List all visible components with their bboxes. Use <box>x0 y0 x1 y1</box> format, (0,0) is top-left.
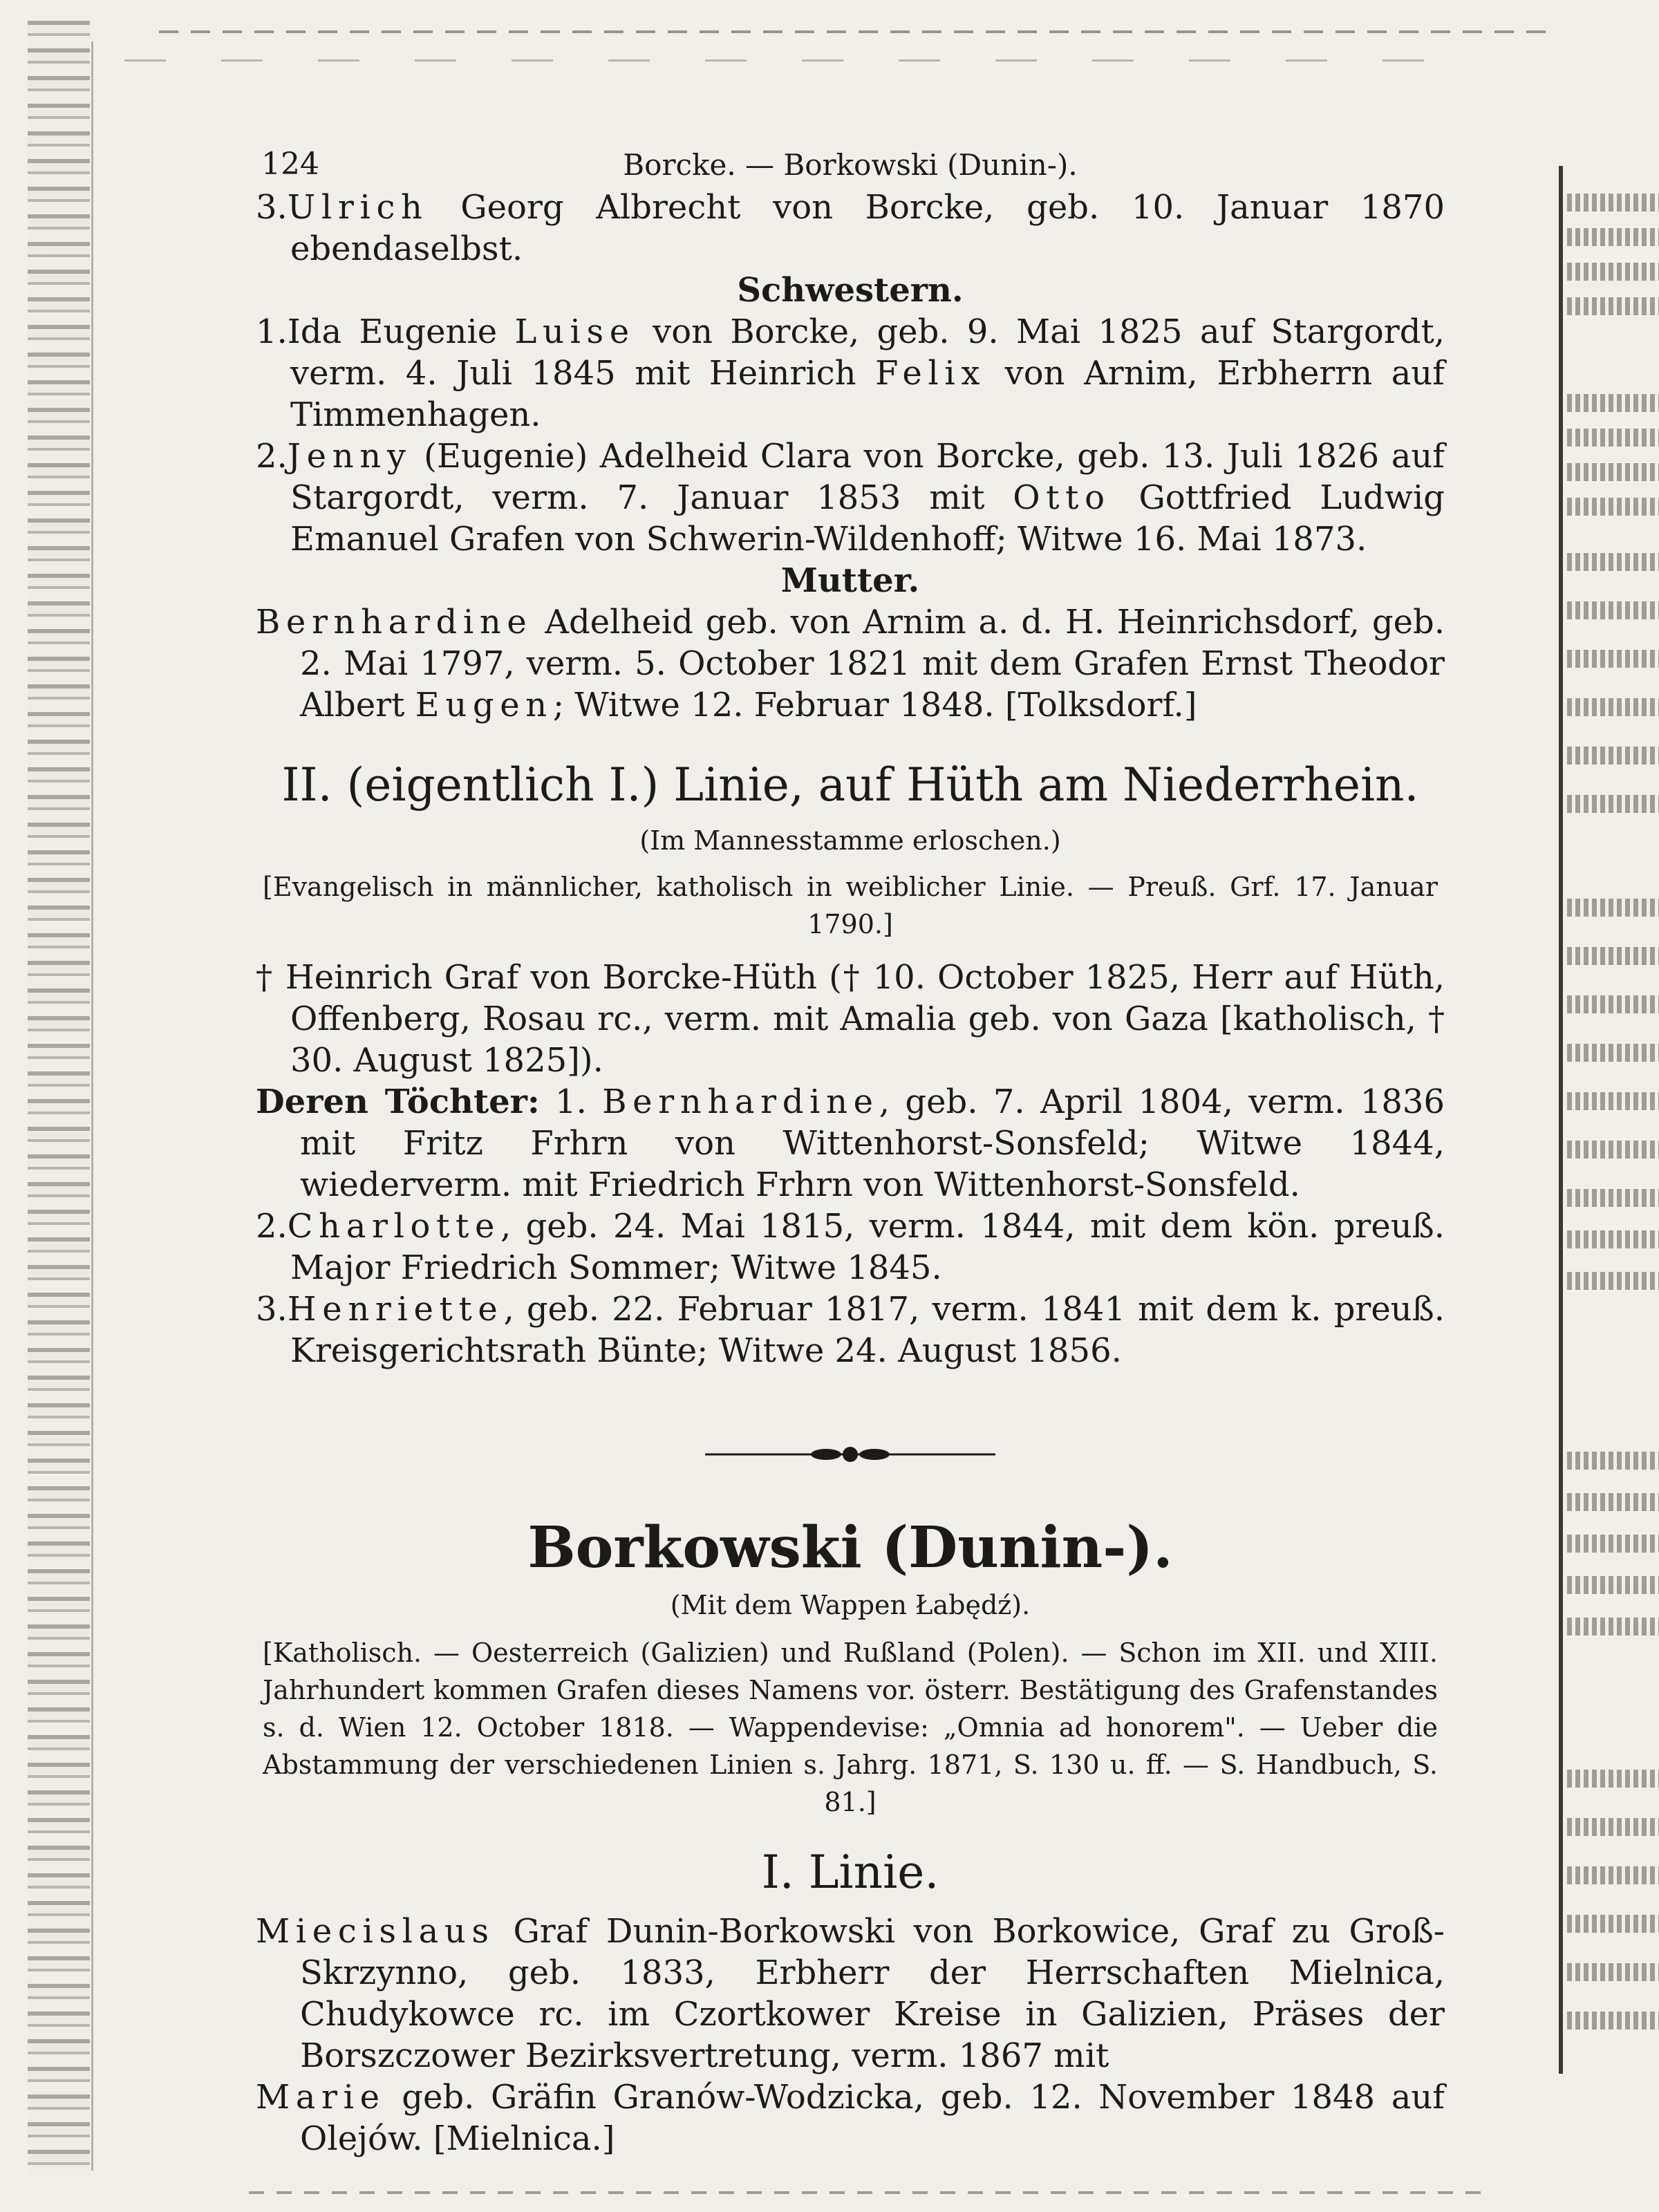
scan-binding-edge <box>28 21 90 2177</box>
bleed-fragment <box>1567 947 1659 965</box>
bleed-fragment <box>1567 194 1659 212</box>
bleed-fragment <box>1567 297 1659 315</box>
given-name: Luise <box>514 312 635 351</box>
arms-note: (Mit dem Wappen Łabędź). <box>670 1590 1031 1620</box>
sister-entry-2 <box>256 435 1445 560</box>
line-heading: II. (eigentlich I.) Linie, auf Hüth am Niederrhein. <box>281 758 1419 812</box>
sisters-heading: Schwestern. <box>737 271 964 310</box>
wife-entry <box>256 2077 1445 2159</box>
bleed-fragment <box>1567 747 1659 765</box>
scan-page-fold <box>91 41 93 2171</box>
given-name: Miecislaus <box>256 1912 495 1951</box>
bleed-fragment <box>1567 899 1659 917</box>
entry-number: 2. <box>256 437 288 476</box>
bleed-fragment <box>1567 1576 1659 1594</box>
entry-text: Gottfried Ludwig Emanuel Grafen von Schwerin-Wildenhoff; Witwe 16. Mai 1873. <box>290 478 1445 559</box>
bleed-fragment <box>1567 2012 1659 2030</box>
bleed-fragment <box>1567 1044 1659 1062</box>
spouse-name: Eugen <box>415 686 553 724</box>
given-name: Bernhardine <box>602 1082 879 1121</box>
given-name: Charlotte <box>287 1207 500 1246</box>
given-name: Bernhardine <box>256 603 533 641</box>
bleed-fragment <box>1567 1230 1659 1248</box>
bleed-fragment <box>1567 1963 1659 1981</box>
bleed-fragment <box>1567 429 1659 447</box>
spouse-name: Felix <box>875 354 986 393</box>
head-entry: † Heinrich Graf von Borcke-Hüth († 10. October 1825, Herr auf Hüth, Offenberg, Rosau rc., verm. mit Amalia geb. von Gaza [katholisch, † 30. August 1825]). <box>256 958 1445 1080</box>
given-name: Marie <box>256 2078 386 2117</box>
entry-number: 3. <box>256 1290 288 1329</box>
entry-text: ; Witwe 12. Februar 1848. [Tolksdorf.] <box>552 686 1197 724</box>
bleed-fragment <box>1567 498 1659 516</box>
entry-number: 1. <box>256 312 288 351</box>
entry-text: von Arnim, Erbherrn auf Timmenhagen. <box>290 354 1445 434</box>
bleed-fragment <box>1567 553 1659 571</box>
bleed-fragment <box>1567 1866 1659 1884</box>
adjacent-page-rule <box>1559 166 1563 2074</box>
bleed-fragment <box>1567 1915 1659 1933</box>
son-entry-3 <box>256 187 1445 270</box>
mother-entry <box>256 601 1445 726</box>
page-number: 124 <box>261 147 319 182</box>
bleed-fragment <box>1567 601 1659 619</box>
given-name: Jenny <box>287 437 412 476</box>
entry-text: , geb. 24. Mai 1815, verm. 1844, mit dem kön. preuß. Major Friedrich Sommer; Witwe 1845. <box>290 1207 1445 1287</box>
scan-bottom-artifact <box>249 2191 1493 2194</box>
bleed-fragment <box>1567 650 1659 668</box>
entry-number: 3. <box>256 188 288 227</box>
scan-top-artifact-2 <box>124 59 1479 62</box>
entry-text: von Borcke, geb. 9. Mai 1825 auf Stargordt, verm. 4. Juli 1845 mit Heinrich <box>290 312 1445 393</box>
page-header <box>256 138 1445 187</box>
entry-text: geb. Gräfin Granów-Wodzicka, geb. 12. November 1848 auf Olejów. [Mielnica.] <box>300 2078 1445 2158</box>
adjacent-page-bleed <box>1559 166 1659 2212</box>
entry-text: , geb. 22. Februar 1817, verm. 1841 mit dem k. preuß. Kreisgerichtsrath Bünte; Witwe 24. August 1856. <box>290 1290 1445 1370</box>
bleed-fragment <box>1567 1141 1659 1159</box>
daughter-entry-2 <box>256 1206 1445 1288</box>
bleed-fragment <box>1567 698 1659 716</box>
book-page <box>256 138 1445 2159</box>
bleed-fragment <box>1567 1535 1659 1553</box>
bleed-fragment <box>1567 263 1659 281</box>
bleed-fragment <box>1567 1092 1659 1110</box>
extinct-note: (Im Mannesstamme erloschen.) <box>639 825 1061 856</box>
family-note: [Katholisch. — Oesterreich (Galizien) und Rußland (Polen). — Schon im XII. und XIII. Jahrhundert kommen Grafen dieses Namens vor. österr. Bestätigung des Grafenstandes s. d. Wien 12. October 1818. — Wappendevise: „Omnia ad honorem". — Ueber die Abstammung der verschiedenen Linien s. Jahrg. 1871, S. 130 u. ff. — S. Handbuch, S. 81.] <box>263 1638 1438 1817</box>
bleed-fragment <box>1567 228 1659 246</box>
spouse-name: Otto <box>1013 478 1111 517</box>
daughters-label: Deren Töchter: <box>256 1082 540 1121</box>
bleed-fragment <box>1567 995 1659 1013</box>
given-name: Ulrich <box>287 188 429 227</box>
bleed-fragment <box>1567 463 1659 481</box>
entry-text: Ida Eugenie <box>287 312 515 351</box>
daughter-entry-3 <box>256 1288 1445 1371</box>
entry-number: 1. <box>539 1082 587 1121</box>
entry-text: Georg Albrecht von Borcke, geb. 10. Januar 1870 ebendaselbst. <box>290 188 1445 268</box>
entry-text: (Eugenie) Adelheid Clara von Borcke, geb. 13. Juli 1826 auf Stargordt, verm. 7. Januar 1853 mit <box>290 437 1445 517</box>
bleed-fragment <box>1567 1272 1659 1290</box>
entry-number: 2. <box>256 1207 288 1246</box>
entry-text: Graf Dunin-Borkowski von Borkowice, Graf zu Groß-Skrzynno, geb. 1833, Erbherr der Herrschaften Mielnica, Chudykowce rc. im Czortkower Kreise in Galizien, Präses der Borszczower Bezirksvertretung, verm. 1867 mit <box>300 1912 1445 2075</box>
line-heading: I. Linie. <box>761 1846 939 1899</box>
given-name: Henriette <box>287 1290 504 1329</box>
sister-entry-1 <box>256 311 1445 435</box>
confession-note: [Evangelisch in männlicher, katholisch in weiblicher Linie. — Preuß. Grf. 17. Januar 1790.] <box>263 872 1438 939</box>
running-title: Borcke. — Borkowski (Dunin-). <box>623 148 1078 182</box>
bleed-fragment <box>1567 1770 1659 1788</box>
scan-top-artifact <box>159 30 1548 33</box>
bleed-fragment <box>1567 795 1659 813</box>
bleed-fragment <box>1567 1818 1659 1836</box>
daughter-entry-1 <box>256 1081 1445 1206</box>
entry-text: Adelheid geb. von Arnim a. d. H. Heinrichsdorf, geb. 2. Mai 1797, verm. 5. October 1821 mit dem Grafen Ernst Theodor Albert <box>300 603 1445 724</box>
entry-text: , geb. 7. April 1804, verm. 1836 mit Fritz Frhrn von Wittenhorst-Sonsfeld; Witwe 1844, wiederverm. mit Friedrich Frhrn von Wittenhorst-Sonsfeld. <box>300 1082 1445 1204</box>
head-entry <box>256 1911 1445 2077</box>
mother-heading: Mutter. <box>780 561 920 600</box>
section-divider-ornament <box>705 1441 995 1468</box>
bleed-fragment <box>1567 1452 1659 1470</box>
bleed-fragment <box>1567 394 1659 412</box>
bleed-fragment <box>1567 1189 1659 1207</box>
family-title: Borkowski (Dunin-). <box>527 1515 1173 1581</box>
bleed-fragment <box>1567 1618 1659 1635</box>
bleed-fragment <box>1567 1493 1659 1511</box>
